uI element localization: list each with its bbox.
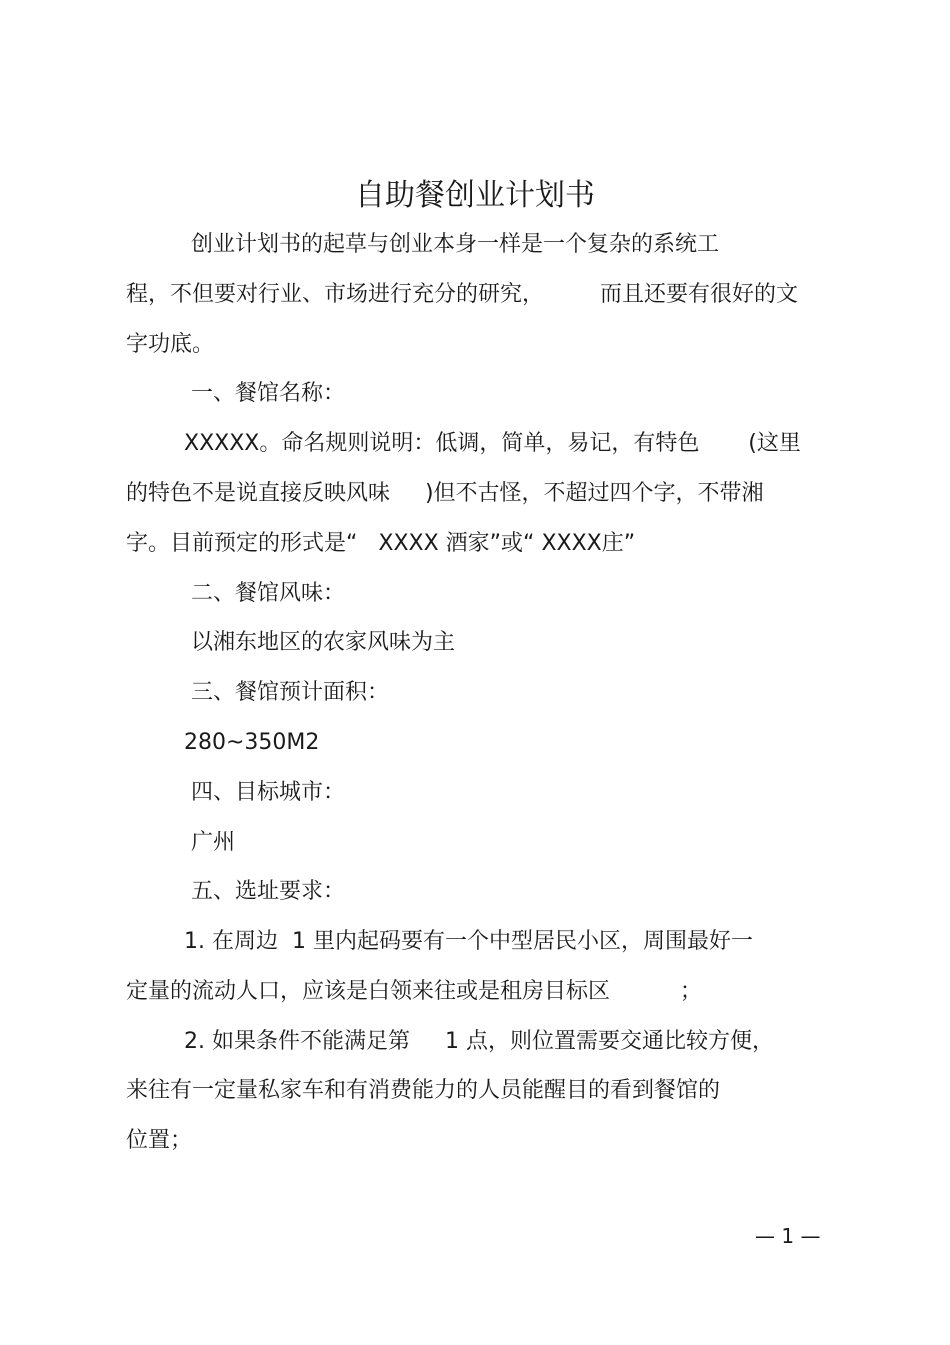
section-heading-location: 五、选址要求：	[191, 879, 346, 904]
section-name-line-2: 的特色不是说直接反映风味 )但不古怪，不超过四个字，不带湘	[126, 481, 764, 506]
section-heading-name: 一、餐馆名称：	[191, 381, 346, 406]
location-item-2-line-2: 来往有一定量私家车和有消费能力的人员能醒目的看到餐馆的	[126, 1078, 721, 1103]
document-title: 自助餐创业计划书	[355, 178, 595, 213]
intro-line-3: 字功底。	[126, 332, 215, 357]
section-flavor-content: 以湘东地区的农家风味为主	[191, 630, 456, 655]
section-heading-city: 四、目标城市：	[191, 780, 346, 805]
section-city-content: 广州	[191, 830, 236, 855]
location-item-2-line-1: 2. 如果条件不能满足第 1 点，则位置需要交通比较方便，	[184, 1029, 774, 1054]
intro-line-1: 创业计划书的起草与创业本身一样是一个复杂的系统工	[191, 232, 720, 257]
location-item-2-line-3: 位置；	[126, 1128, 193, 1153]
page-number: — 1 —	[755, 1224, 821, 1248]
location-item-1-line-1: 1. 在周边 1 里内起码要有一个中型居民小区，周围最好一	[184, 929, 753, 954]
section-name-line-1: XXXXX。命名规则说明：低调，简单，易记，有特色 (这里	[184, 431, 801, 456]
section-heading-area: 三、餐馆预计面积：	[191, 680, 390, 705]
section-heading-flavor: 二、餐馆风味：	[191, 581, 346, 606]
location-item-1-line-2: 定量的流动人口，应该是白领来往或是租房目标区 ；	[126, 979, 702, 1004]
section-area-content: 280~350M2	[184, 730, 320, 755]
section-name-line-3: 字。目前预定的形式是“ XXXX 酒家”或“ XXXX庄”	[126, 531, 636, 556]
intro-line-2: 程，不但要对行业、市场进行充分的研究， 而且还要有很好的文	[126, 282, 798, 307]
